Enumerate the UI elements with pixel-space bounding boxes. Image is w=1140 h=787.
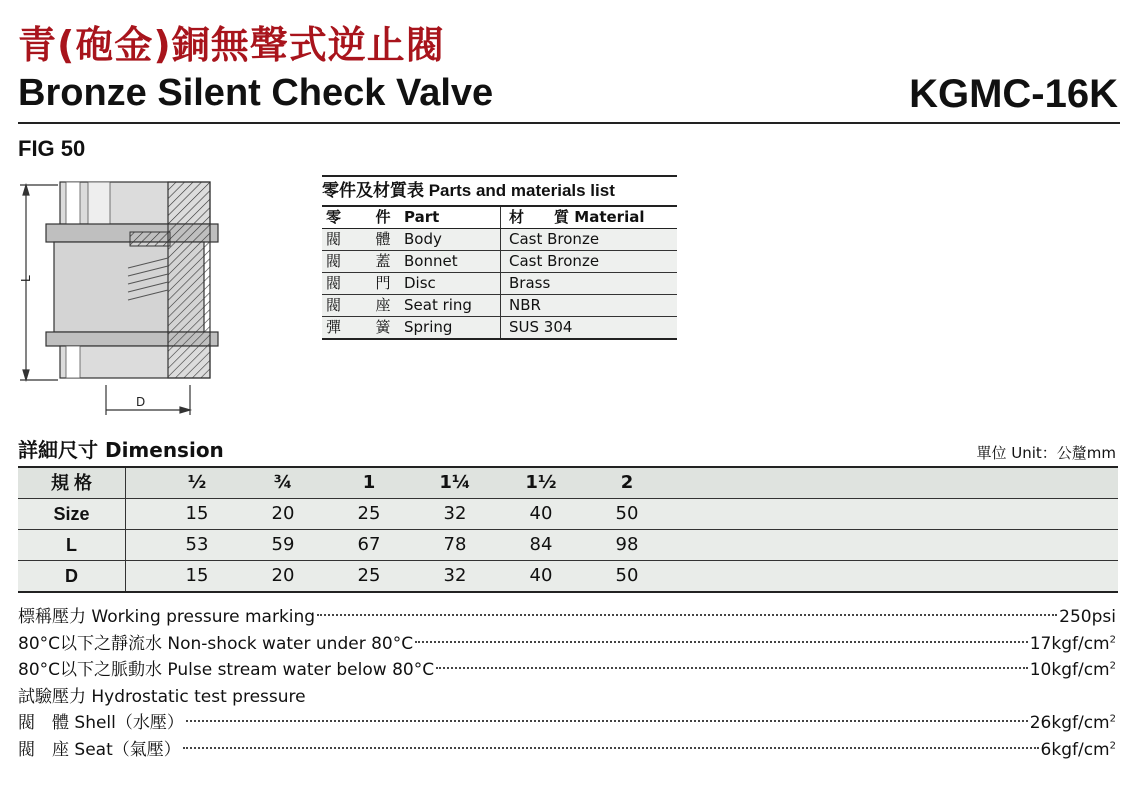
table-row	[18, 530, 1118, 561]
part-material: Cast Bronze	[509, 230, 600, 248]
part-zh2: 座	[375, 296, 391, 314]
spec-label: 標稱壓力 Working pressure marking	[18, 607, 316, 627]
table-row	[18, 499, 1118, 530]
spec-value: $26kgf/cm^2$	[1029, 713, 1116, 733]
table-row	[322, 295, 677, 317]
part-zh1: 閥	[326, 252, 342, 270]
part-zh2: 蓋	[375, 252, 391, 270]
parts-table-title: 零件及材質表 Parts and materials list	[322, 177, 677, 207]
part-zh2: 門	[375, 274, 391, 292]
material-header-en: Material	[574, 208, 645, 226]
size-heading: 1¼	[439, 472, 471, 493]
spec-line	[18, 657, 1116, 684]
parts-table-header	[322, 207, 677, 229]
spec-value: $6kgf/cm^2$	[1040, 739, 1116, 760]
part-zh1: 閥	[326, 274, 342, 292]
size-heading: 1½	[525, 472, 557, 493]
size-heading: ¾	[273, 472, 293, 493]
valve-cross-section-drawing	[18, 170, 228, 415]
drawing-length-label: L	[19, 275, 33, 282]
size-heading: 1	[362, 472, 376, 493]
part-material: Brass	[509, 274, 551, 292]
dimension-table	[18, 466, 1118, 593]
part-zh2: 簧	[375, 318, 391, 336]
row-label: D	[18, 561, 126, 591]
dimension-value: 40	[529, 503, 553, 524]
dimension-value: 53	[185, 534, 209, 555]
spec-value: 250psi	[1059, 607, 1116, 627]
parts-materials-table	[322, 175, 677, 340]
dimension-value: 20	[271, 565, 295, 586]
part-header-en: Part	[404, 208, 440, 226]
table-row	[18, 561, 1118, 591]
pressure-specs	[18, 604, 1116, 763]
table-row	[322, 229, 677, 251]
table-row	[322, 273, 677, 295]
dimension-value: 84	[529, 534, 553, 555]
part-material: SUS 304	[509, 318, 573, 336]
table-row	[322, 317, 677, 340]
model-number: KGMC-16K	[909, 72, 1118, 116]
row-label: L	[18, 530, 126, 560]
dimension-value: 78	[443, 534, 467, 555]
part-header-zh1: 零	[326, 208, 342, 226]
spec-value: $17kgf/cm^2$	[1029, 633, 1116, 654]
dimension-value: 98	[615, 534, 639, 555]
part-name: Body	[404, 230, 442, 248]
spec-label: 試驗壓力 Hydrostatic test pressure	[18, 686, 306, 707]
table-row	[322, 251, 677, 273]
dimension-value: 15	[185, 565, 209, 586]
row-label: Size	[18, 499, 126, 529]
part-name: Spring	[404, 318, 453, 336]
drawing-diameter-label: D	[136, 395, 146, 409]
dimension-value: 50	[615, 565, 639, 586]
size-spec-label: 規 格	[18, 468, 126, 498]
spec-label: 80°C以下之脈動水 Pulse stream water below 80°C	[18, 660, 435, 680]
part-name: Seat ring	[404, 296, 472, 314]
header-divider	[18, 122, 1120, 124]
dimension-value: 50	[615, 503, 639, 524]
figure-label: FIG 50	[18, 136, 86, 161]
material-header-zh1: 材	[509, 208, 525, 226]
dimension-header-row	[18, 468, 1118, 499]
dimension-value: 25	[357, 503, 381, 524]
spec-line	[18, 631, 1116, 658]
dimension-value: 67	[357, 534, 381, 555]
dimension-value: 25	[357, 565, 381, 586]
title-english: Bronze Silent Check Valve	[18, 72, 494, 114]
spec-label: 閥 體 Shell（水壓）	[18, 713, 184, 733]
spec-line	[18, 737, 1116, 764]
title-chinese: 青(砲金)銅無聲式逆止閥	[18, 23, 445, 67]
spec-line	[18, 604, 1116, 631]
dimension-value: 40	[529, 565, 553, 586]
spec-label: 閥 座 Seat（氣壓）	[18, 739, 181, 760]
spec-line	[18, 710, 1116, 737]
part-header-zh2: 件	[375, 208, 391, 226]
part-material: NBR	[509, 296, 541, 314]
part-zh1: 閥	[326, 230, 342, 248]
spec-value: $10kgf/cm^2$	[1029, 660, 1116, 680]
dimension-value: 32	[443, 503, 467, 524]
size-heading: ½	[187, 472, 207, 493]
dimension-value: 15	[185, 503, 209, 524]
part-zh2: 體	[375, 230, 391, 248]
dimension-title: 詳細尺寸 Dimension	[18, 438, 224, 462]
part-zh1: 閥	[326, 296, 342, 314]
dimension-value: 20	[271, 503, 295, 524]
spec-label: 80°C以下之靜流水 Non-shock water under 80°C	[18, 633, 414, 654]
size-heading: 2	[620, 472, 634, 493]
part-material: Cast Bronze	[509, 252, 600, 270]
dimension-value: 59	[271, 534, 295, 555]
part-zh1: 彈	[326, 318, 342, 336]
spec-line	[18, 684, 1116, 711]
part-name: Bonnet	[404, 252, 458, 270]
part-name: Disc	[404, 274, 436, 292]
dimension-value: 32	[443, 565, 467, 586]
material-header-zh2: 質	[554, 208, 570, 226]
unit-label: 單位 Unit：公釐mm	[976, 444, 1116, 462]
